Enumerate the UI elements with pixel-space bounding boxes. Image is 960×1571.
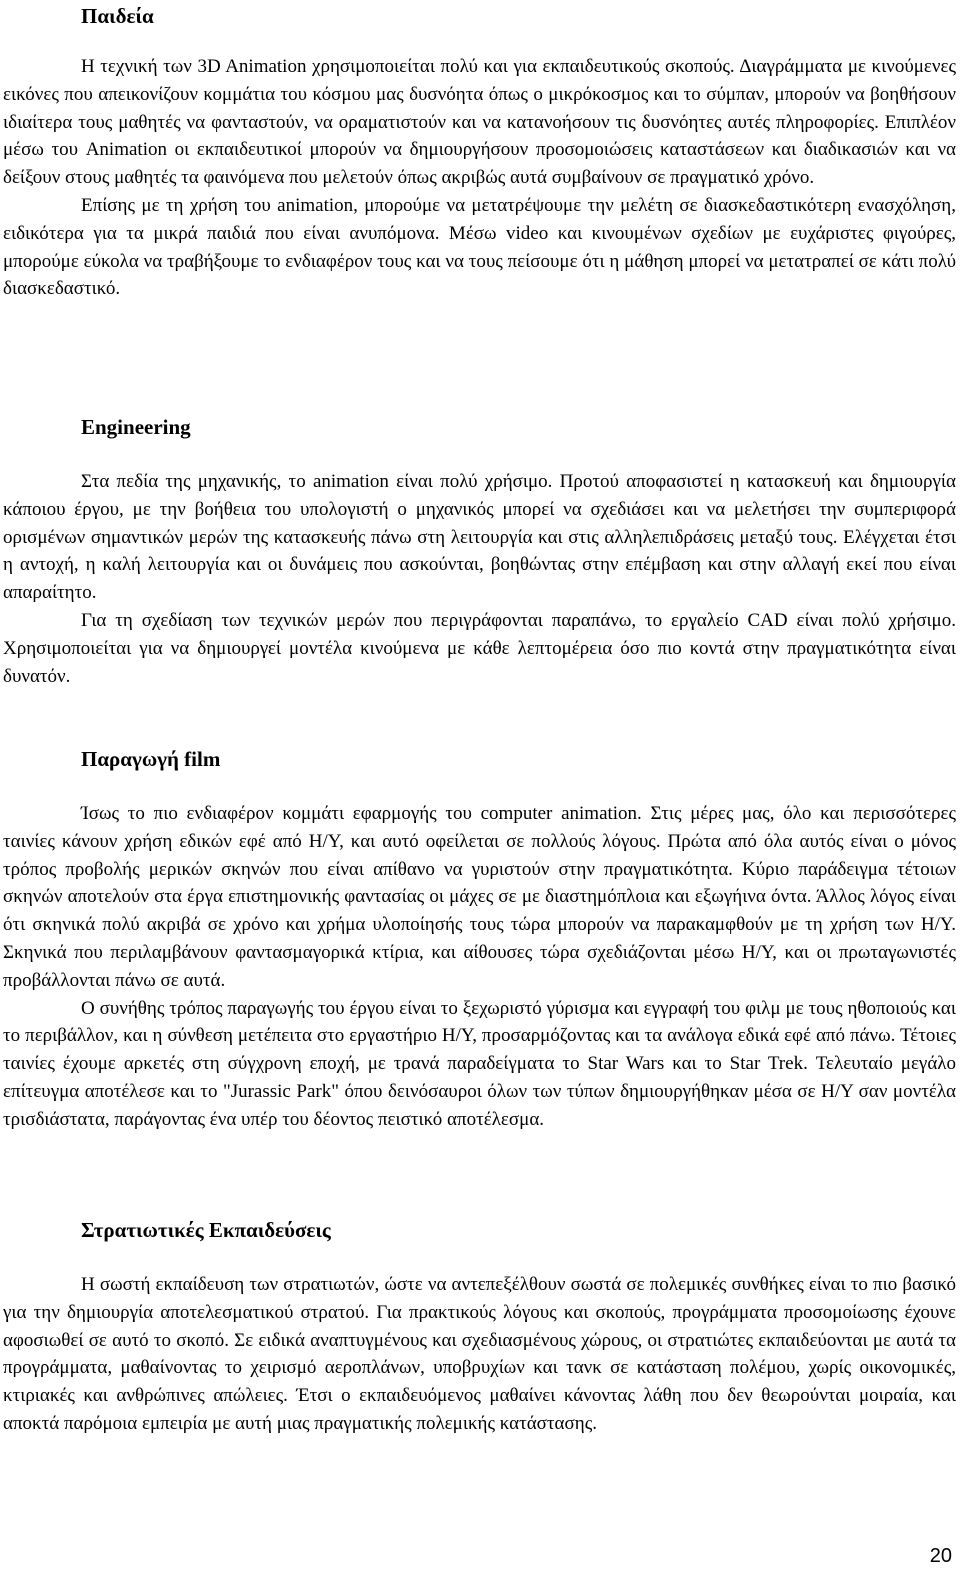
section-body-engineering (3, 468, 956, 690)
paragraph: Η σωστή εκπαίδευση των στρατιωτών, ώστε να αντεπεξέλθουν σωστά σε πολεμικές συνθήκες είναι το πιο βασικό για την δημιουργία αποτελεσματικού στρατού. Για πρακτικούς λόγους και σκοπούς, προγράμματα προσομοίωσης έχουνε αφοσιωθεί σε αυτό το σκοπό. Σε ειδικά αναπτυγμένους και σχεδιασμένους χώρους, οι στρατιώτες εκπαιδεύονται με αυτά τα προγράμματα, μαθαίνοντας το χειρισμό αεροπλάνων, υποβρυχίων και τανκ σε κατάσταση πολέμου, χωρίς οικονομικές, κτιριακές και ανθρώπινες απώλειες. Έτσι ο εκπαιδευόμενος μαθαίνει κάνοντας λάθη που δεν θεωρούνται μοιραία, και αποκτά παρόμοια εμπειρία με αυτή μιας πραγματικής πολεμικής κατάστασης. (3, 1274, 956, 1434)
section-heading-education: Παιδεία (81, 4, 154, 28)
paragraph: Ο συνήθης τρόπος παραγωγής του έργου είναι το ξεχωριστό γύρισμα και εγγραφή του φιλμ με τους ηθοποιούς και το περιβάλλον, και η σύνθεση μετέπειτα στο εργαστήριο Η/Υ, προσαρμόζοντας και τα ανάλογα εδικά εφέ από πάνω. Τέτοιες ταινίες έχουμε αρκετές στη σύγχρονη εποχή, με τρανά παραδείγματα το Star Wars και το Star Trek. Τελευταίο μεγάλο επίτευγμα αποτέλεσε και το "Jurassic Park" όπου δεινόσαυροι όλων των τύπων δημιουργήθηκαν μέσα σε Η/Υ σαν μοντέλα τρισδιάστατα, παράγοντας ένα υπέρ του δέοντος πειστικό αποτέλεσμα. (3, 997, 956, 1130)
section-body-education (3, 53, 956, 303)
page-number: 20 (929, 1545, 952, 1567)
section-body-film-production (3, 800, 956, 1134)
section-body-military-training (3, 1271, 956, 1438)
section-heading-military-training: Στρατιωτικές Εκπαιδεύσεις (81, 1218, 331, 1242)
section-heading-film-production: Παραγωγή film (81, 747, 221, 771)
paragraph: Επίσης με τη χρήση του animation, μπορούμε να μετατρέψουμε την μελέτη σε διασκεδαστικότερη ενασχόληση, ειδικότερα για τα μικρά παιδιά που είναι ανυπόμονα. Μέσω video και κινουμένων σχεδίων με ευχάριστες φιγούρες, μπορούμε εύκολα να τραβήξουμε το ενδιαφέρον τους και να τους πείσουμε ότι η μάθηση μπορεί να μετατραπεί σε κάτι πολύ διασκεδαστικό. (3, 194, 956, 300)
paragraph: Στα πεδία της μηχανικής, το animation είναι πολύ χρήσιμο. Προτού αποφασιστεί η κατασκευή και δημιουργία κάποιου έργου, με την βοήθεια του υπολογιστή ο μηχανικός μπορεί να σχεδιάσει και να μελετήσει την συμπεριφορά ορισμένων σημαντικών μερών της κατασκευής πάνω στη λειτουργία και στις αλληλεπιδράσεις μεταξύ τους. Ελέγχεται έτσι η αντοχή, η καλή λειτουργία και οι δυνάμεις που ασκούνται, βοηθώντας στην επέμβαση και στην αλλαγή εκεί που είναι απαραίτητο. (3, 471, 956, 604)
paragraph: Για τη σχεδίαση των τεχνικών μερών που περιγράφονται παραπάνω, το εργαλείο CAD είναι πολύ χρήσιμο. Χρησιμοποιείται για να δημιουργεί μοντέλα κινούμενα με κάθε λεπτομέρεια όσο πιο κοντά στην πραγματικότητα είναι δυνατόν. (3, 609, 956, 687)
paragraph: Η τεχνική των 3D Animation χρησιμοποιείται πολύ και για εκπαιδευτικούς σκοπούς. Διαγράμματα με κινούμενες εικόνες που απεικονίζουν κομμάτια του κόσμου μας δυσνόητα όπως ο μικρόκοσμος και το σύμπαν, μπορούν να βοηθήσουν ιδιαίτερα τους μαθητές να φανταστούν, να οραματιστούν και να κατανοήσουν τις δυσνόητες αυτές πληροφορίες. Επιπλέον μέσω του Animation οι εκπαιδευτικοί μπορούν να δημιουργήσουν προσομοιώσεις καταστάσεων και διαδικασιών και να δείξουν στους μαθητές τα φαινόμενα που μελετούν όπως ακριβώς αυτά συμβαίνουν σε πραγματικό χρόνο. (3, 56, 956, 189)
section-heading-engineering: Engineering (81, 415, 191, 439)
paragraph: Ίσως το πιο ενδιαφέρον κομμάτι εφαρμογής του computer animation. Στις μέρες μας, όλο και περισσότερες ταινίες κάνουν χρήση εδικών εφέ από Η/Υ, και αυτό οφείλεται σε πολλούς λόγους. Πρώτα από όλα αυτός είναι ο μόνος τρόπος προβολής μερικών σκηνών που είναι απίθανο να γυριστούν στην πραγματικότητα. Κύριο παράδειγμα τέτοιων σκηνών αποτελούν στα έργα επιστημονικής φαντασίας οι μάχες σε με διαστημόπλοια και εξωγήινα όντα. Άλλος λόγος είναι ότι σκηνικά πολύ ακριβά σε χρόνο και χρήμα υλοποίησής τους τώρα μπορούν να παρακαμφθούν με τη χρήση των Η/Υ. Σκηνικά που περιλαμβάνουν φαντασμαγορικά κτίρια, και αίθουσες τώρα σχεδιάζονται μέσω Η/Υ, και οι πρωταγωνιστές προβάλλονται πάνω σε αυτά. (3, 803, 956, 991)
